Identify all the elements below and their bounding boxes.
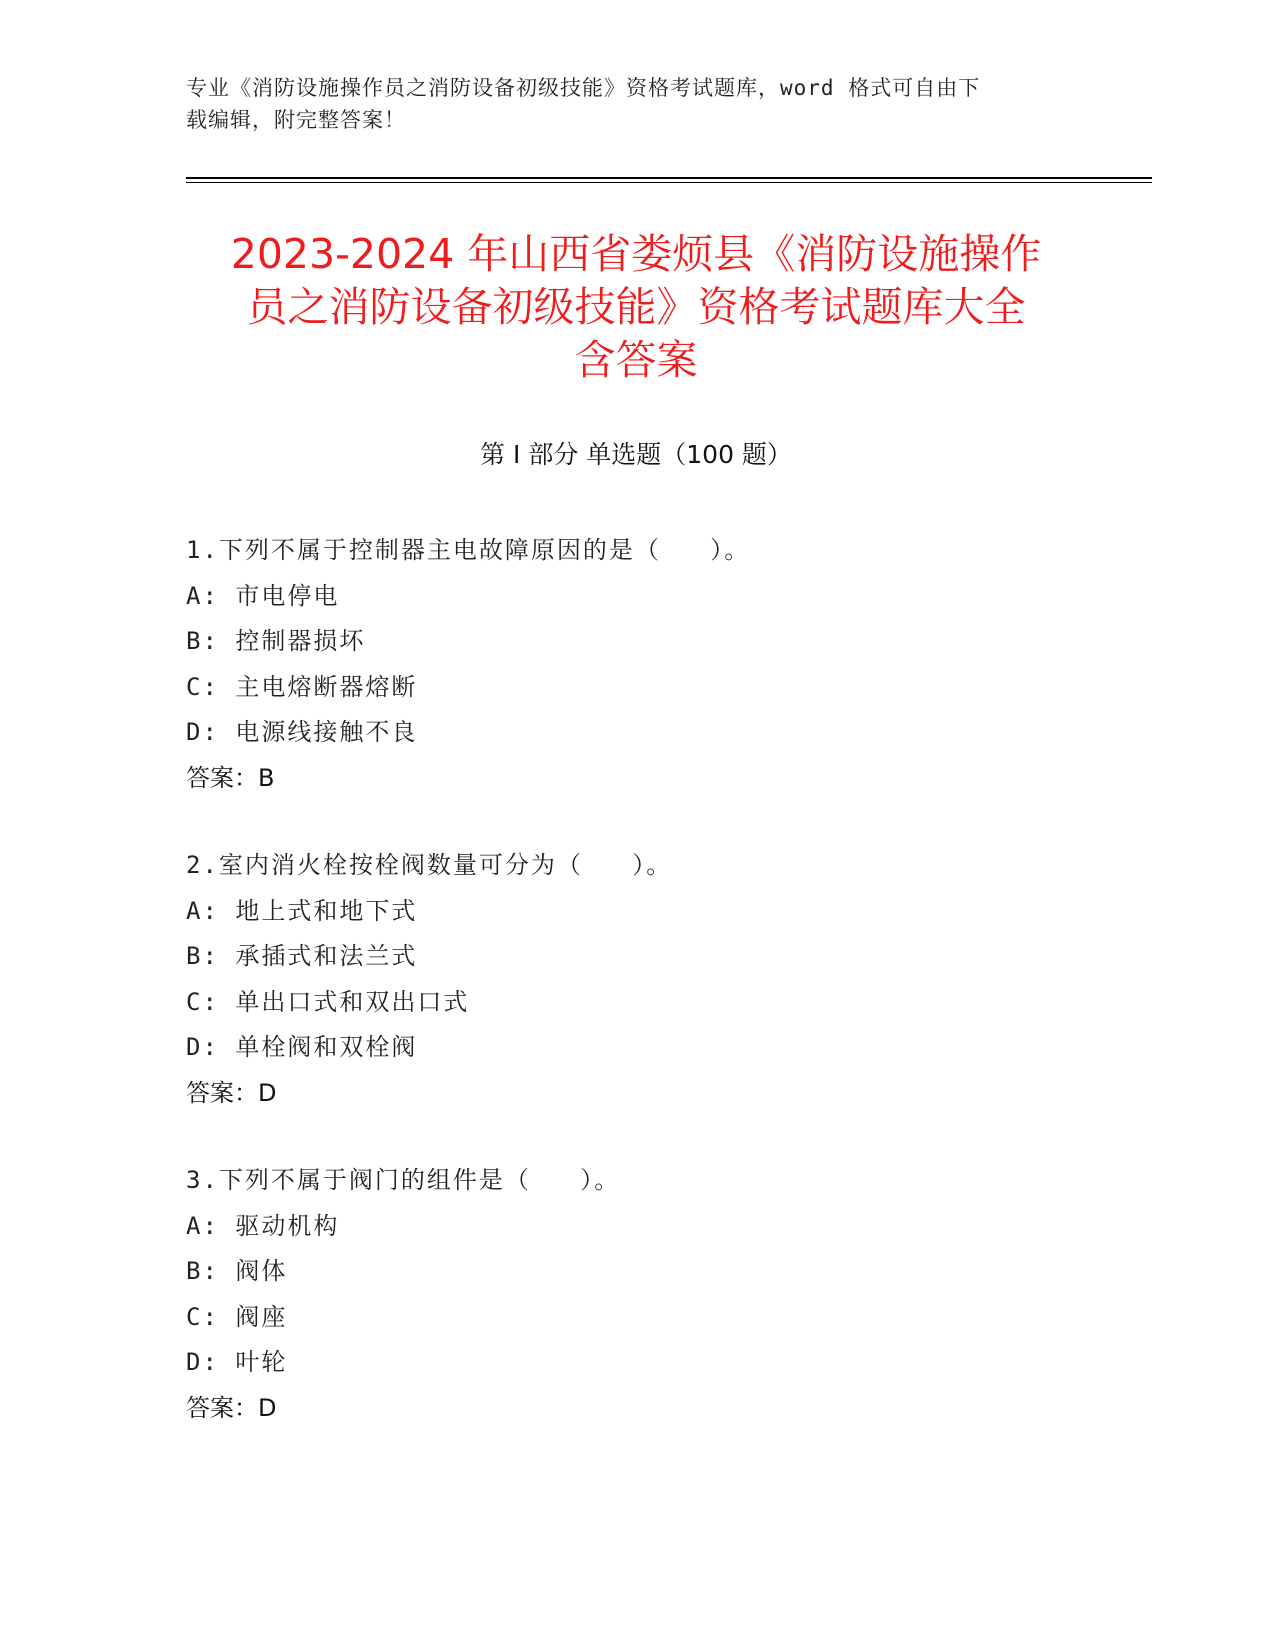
answer: 答案：B — [186, 763, 275, 792]
question-stem: 1.下列不属于控制器主电故障原因的是（ ）。 — [186, 536, 751, 564]
option-d: D: 单栓阀和双栓阀 — [186, 1033, 418, 1061]
title-line-1: 2023-2024 年山西省娄烦县《消防设施操作 — [230, 230, 1042, 278]
question-stem: 3.下列不属于阀门的组件是（ ）。 — [186, 1166, 621, 1194]
option-b: B: 承插式和法兰式 — [186, 942, 418, 970]
option-b: B: 阀体 — [186, 1257, 288, 1285]
answer: 答案：D — [186, 1078, 277, 1107]
option-a: A: 市电停电 — [186, 581, 340, 610]
option-d: D: 叶轮 — [186, 1348, 288, 1376]
title-line-2: 员之消防设备初级技能》资格考试题库大全 — [246, 283, 1026, 331]
option-c: C: 单出口式和双出口式 — [186, 987, 470, 1016]
header-line-2: 载编辑，附完整答案！ — [186, 108, 406, 132]
question-2 — [186, 843, 1086, 1116]
answer: 答案：D — [186, 1393, 277, 1422]
question-list — [186, 528, 1086, 1473]
document-header — [186, 72, 1086, 136]
header-divider-thin — [186, 182, 1152, 183]
option-b: B: 控制器损坏 — [186, 627, 366, 655]
question-3 — [186, 1158, 1086, 1431]
section-title: 第 I 部分 单选题（100 题） — [480, 440, 792, 469]
option-a: A: 地上式和地下式 — [186, 896, 418, 925]
option-a: A: 驱动机构 — [186, 1211, 340, 1240]
header-line-1: 专业《消防设施操作员之消防设备初级技能》资格考试题库，word 格式可自由下 — [186, 76, 981, 100]
option-d: D: 电源线接触不良 — [186, 718, 418, 746]
question-1 — [186, 528, 1086, 801]
option-c: C: 主电熔断器熔断 — [186, 672, 418, 701]
document-title — [186, 228, 1086, 387]
header-divider-thick — [186, 177, 1152, 179]
title-line-3: 含答案 — [574, 336, 698, 384]
option-c: C: 阀座 — [186, 1302, 288, 1331]
question-stem: 2.室内消火栓按栓阀数量可分为（ ）。 — [186, 851, 673, 879]
